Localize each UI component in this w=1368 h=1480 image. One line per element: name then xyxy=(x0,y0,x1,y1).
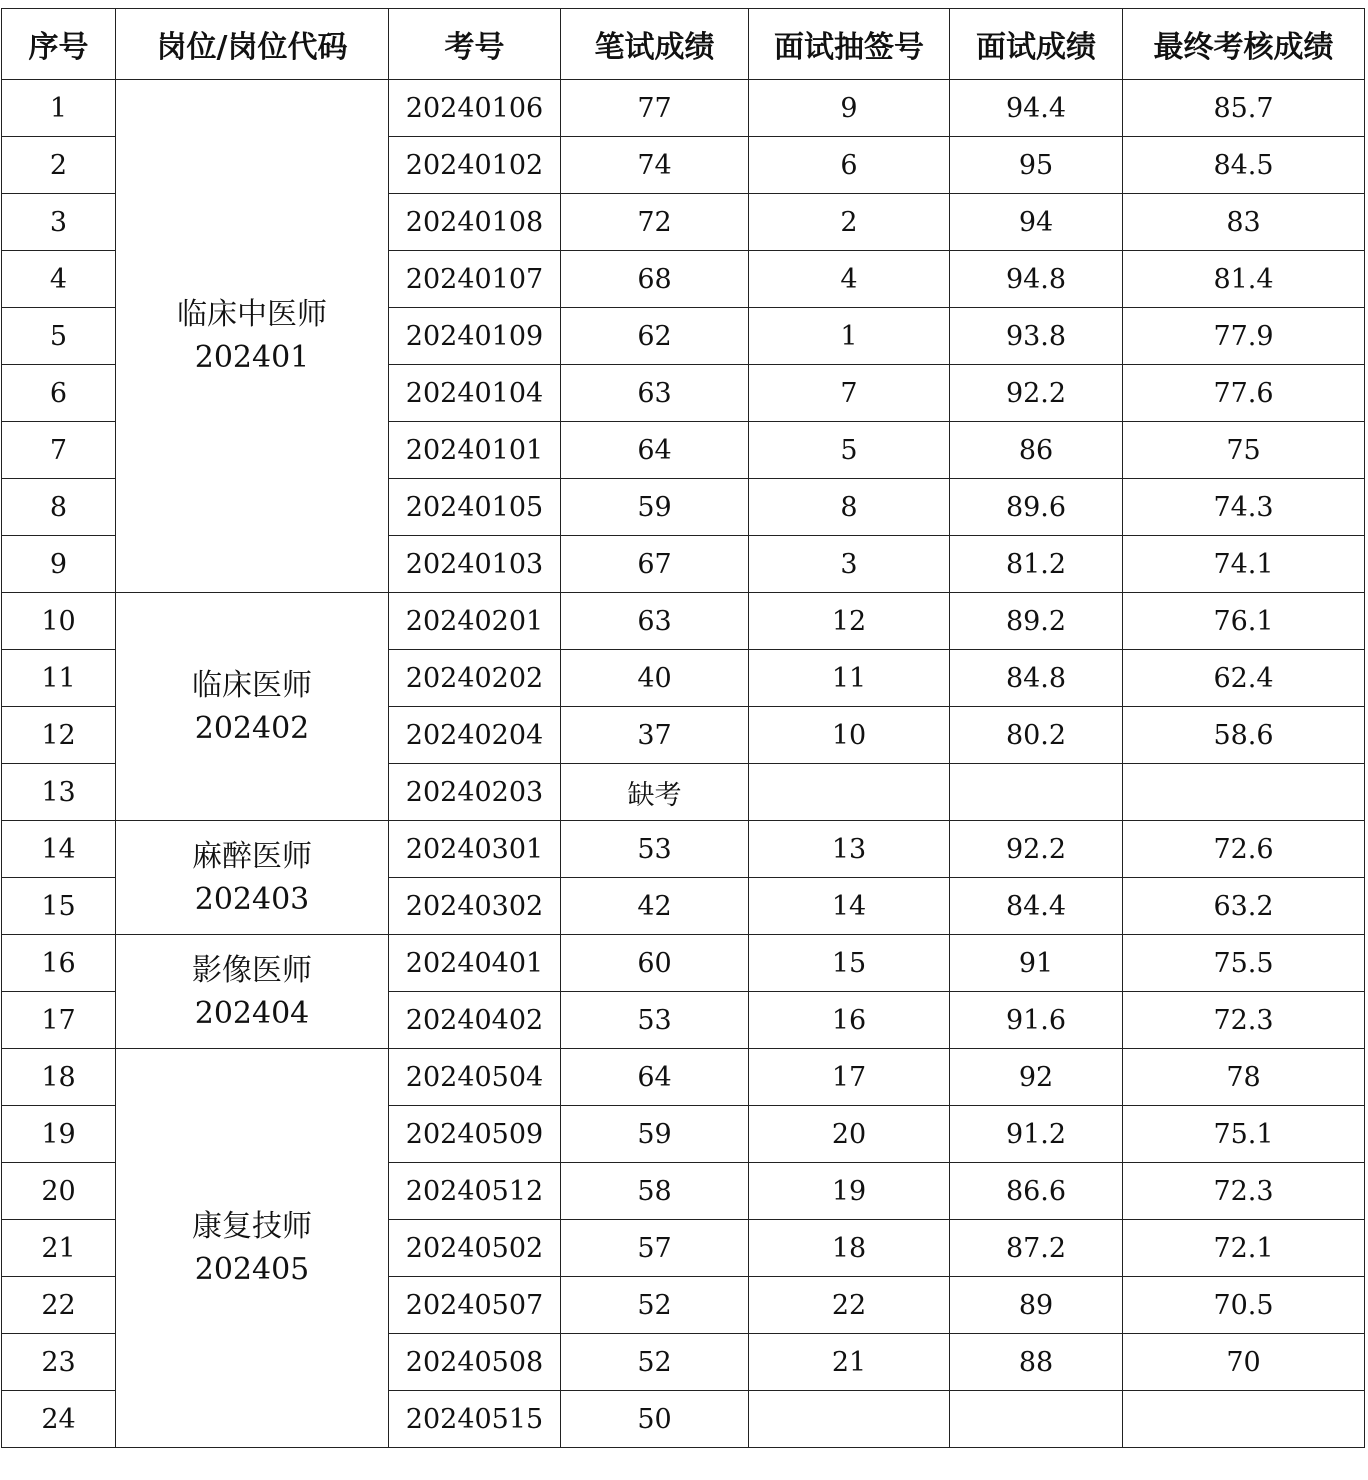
draw-number-cell: 21 xyxy=(749,1334,950,1391)
final-score-cell: 83 xyxy=(1123,194,1365,251)
final-score-cell: 62.4 xyxy=(1123,650,1365,707)
draw-number-cell: 17 xyxy=(749,1049,950,1106)
interview-score-cell: 88 xyxy=(950,1334,1123,1391)
exam-id-cell: 20240105 xyxy=(389,479,561,536)
score-table xyxy=(1,8,1365,1448)
serial-cell: 11 xyxy=(2,650,116,707)
exam-id-cell: 20240101 xyxy=(389,422,561,479)
interview-score-cell: 92.2 xyxy=(950,821,1123,878)
written-score-cell: 67 xyxy=(561,536,749,593)
final-score-cell xyxy=(1123,764,1365,821)
written-score-cell: 64 xyxy=(561,1049,749,1106)
post-cell xyxy=(116,821,389,935)
header-written-score: 笔试成绩 xyxy=(561,9,749,80)
written-score-cell: 62 xyxy=(561,308,749,365)
header-row xyxy=(2,9,1365,80)
final-score-cell: 77.6 xyxy=(1123,365,1365,422)
interview-score-cell: 91 xyxy=(950,935,1123,992)
draw-number-cell: 3 xyxy=(749,536,950,593)
final-score-cell: 63.2 xyxy=(1123,878,1365,935)
serial-cell: 23 xyxy=(2,1334,116,1391)
post-cell xyxy=(116,935,389,1049)
draw-number-cell: 16 xyxy=(749,992,950,1049)
draw-number-cell xyxy=(749,1391,950,1448)
serial-cell: 2 xyxy=(2,137,116,194)
final-score-cell: 70 xyxy=(1123,1334,1365,1391)
written-score-cell: 37 xyxy=(561,707,749,764)
written-score-cell: 53 xyxy=(561,821,749,878)
exam-id-cell: 20240507 xyxy=(389,1277,561,1334)
interview-score-cell: 94 xyxy=(950,194,1123,251)
written-score-cell: 59 xyxy=(561,479,749,536)
header-serial: 序号 xyxy=(2,9,116,80)
interview-score-cell: 95 xyxy=(950,137,1123,194)
final-score-cell: 77.9 xyxy=(1123,308,1365,365)
draw-number-cell: 1 xyxy=(749,308,950,365)
draw-number-cell: 11 xyxy=(749,650,950,707)
serial-cell: 19 xyxy=(2,1106,116,1163)
interview-score-cell: 92.2 xyxy=(950,365,1123,422)
draw-number-cell: 19 xyxy=(749,1163,950,1220)
header-final-score: 最终考核成绩 xyxy=(1123,9,1365,80)
post-cell xyxy=(116,80,389,593)
serial-cell: 7 xyxy=(2,422,116,479)
final-score-cell: 74.3 xyxy=(1123,479,1365,536)
final-score-cell xyxy=(1123,1391,1365,1448)
exam-id-cell: 20240107 xyxy=(389,251,561,308)
exam-id-cell: 20240509 xyxy=(389,1106,561,1163)
draw-number-cell xyxy=(749,764,950,821)
serial-cell: 15 xyxy=(2,878,116,935)
exam-id-cell: 20240302 xyxy=(389,878,561,935)
written-score-cell: 缺考 xyxy=(561,764,749,821)
exam-id-cell: 20240109 xyxy=(389,308,561,365)
final-score-cell: 84.5 xyxy=(1123,137,1365,194)
table-row xyxy=(2,80,1365,137)
interview-score-cell: 91.6 xyxy=(950,992,1123,1049)
exam-id-cell: 20240102 xyxy=(389,137,561,194)
interview-score-cell: 87.2 xyxy=(950,1220,1123,1277)
final-score-cell: 75.5 xyxy=(1123,935,1365,992)
final-score-cell: 74.1 xyxy=(1123,536,1365,593)
interview-score-cell xyxy=(950,764,1123,821)
final-score-cell: 72.3 xyxy=(1123,992,1365,1049)
serial-cell: 20 xyxy=(2,1163,116,1220)
written-score-cell: 53 xyxy=(561,992,749,1049)
interview-score-cell: 93.8 xyxy=(950,308,1123,365)
written-score-cell: 77 xyxy=(561,80,749,137)
draw-number-cell: 15 xyxy=(749,935,950,992)
interview-score-cell: 92 xyxy=(950,1049,1123,1106)
interview-score-cell: 91.2 xyxy=(950,1106,1123,1163)
serial-cell: 1 xyxy=(2,80,116,137)
written-score-cell: 68 xyxy=(561,251,749,308)
serial-cell: 4 xyxy=(2,251,116,308)
serial-cell: 24 xyxy=(2,1391,116,1448)
written-score-cell: 42 xyxy=(561,878,749,935)
written-score-cell: 64 xyxy=(561,422,749,479)
draw-number-cell: 5 xyxy=(749,422,950,479)
table-row xyxy=(2,935,1365,992)
written-score-cell: 52 xyxy=(561,1334,749,1391)
final-score-cell: 72.3 xyxy=(1123,1163,1365,1220)
interview-score-cell: 84.4 xyxy=(950,878,1123,935)
exam-id-cell: 20240502 xyxy=(389,1220,561,1277)
interview-score-cell: 80.2 xyxy=(950,707,1123,764)
post-code: 202401 xyxy=(194,340,310,375)
interview-score-cell: 86.6 xyxy=(950,1163,1123,1220)
written-score-cell: 60 xyxy=(561,935,749,992)
final-score-cell: 76.1 xyxy=(1123,593,1365,650)
serial-cell: 22 xyxy=(2,1277,116,1334)
serial-cell: 21 xyxy=(2,1220,116,1277)
draw-number-cell: 4 xyxy=(749,251,950,308)
header-draw-number: 面试抽签号 xyxy=(749,9,950,80)
serial-cell: 5 xyxy=(2,308,116,365)
final-score-cell: 58.6 xyxy=(1123,707,1365,764)
post-cell xyxy=(116,1049,389,1448)
serial-cell: 17 xyxy=(2,992,116,1049)
draw-number-cell: 14 xyxy=(749,878,950,935)
draw-number-cell: 8 xyxy=(749,479,950,536)
exam-id-cell: 20240202 xyxy=(389,650,561,707)
serial-cell: 10 xyxy=(2,593,116,650)
post-code: 202403 xyxy=(194,881,310,917)
header-post: 岗位/岗位代码 xyxy=(116,9,389,80)
post-cell xyxy=(116,593,389,821)
written-score-cell: 50 xyxy=(561,1391,749,1448)
post-code: 202402 xyxy=(194,710,310,746)
table-row xyxy=(2,593,1365,650)
exam-id-cell: 20240103 xyxy=(389,536,561,593)
final-score-cell: 72.6 xyxy=(1123,821,1365,878)
exam-id-cell: 20240402 xyxy=(389,992,561,1049)
interview-score-cell xyxy=(950,1391,1123,1448)
exam-id-cell: 20240108 xyxy=(389,194,561,251)
written-score-cell: 63 xyxy=(561,593,749,650)
exam-id-cell: 20240106 xyxy=(389,80,561,137)
post-name: 临床医师 xyxy=(192,667,312,703)
serial-cell: 13 xyxy=(2,764,116,821)
header-interview-score: 面试成绩 xyxy=(950,9,1123,80)
interview-score-cell: 81.2 xyxy=(950,536,1123,593)
final-score-cell: 75.1 xyxy=(1123,1106,1365,1163)
interview-score-cell: 89.2 xyxy=(950,593,1123,650)
draw-number-cell: 22 xyxy=(749,1277,950,1334)
written-score-cell: 63 xyxy=(561,365,749,422)
draw-number-cell: 2 xyxy=(749,194,950,251)
table-body xyxy=(2,80,1365,1448)
draw-number-cell: 7 xyxy=(749,365,950,422)
exam-id-cell: 20240201 xyxy=(389,593,561,650)
final-score-cell: 70.5 xyxy=(1123,1277,1365,1334)
header-exam-id: 考号 xyxy=(389,9,561,80)
exam-id-cell: 20240104 xyxy=(389,365,561,422)
final-score-cell: 81.4 xyxy=(1123,251,1365,308)
post-name: 麻醉医师 xyxy=(192,838,312,874)
serial-cell: 8 xyxy=(2,479,116,536)
exam-id-cell: 20240508 xyxy=(389,1334,561,1391)
exam-id-cell: 20240512 xyxy=(389,1163,561,1220)
final-score-cell: 75 xyxy=(1123,422,1365,479)
written-score-cell: 72 xyxy=(561,194,749,251)
written-score-cell: 57 xyxy=(561,1220,749,1277)
post-code: 202404 xyxy=(194,995,310,1031)
table-row xyxy=(2,821,1365,878)
draw-number-cell: 6 xyxy=(749,137,950,194)
post-name: 影像医师 xyxy=(192,952,312,988)
exam-id-cell: 20240504 xyxy=(389,1049,561,1106)
interview-score-cell: 94.8 xyxy=(950,251,1123,308)
interview-score-cell: 94.4 xyxy=(950,80,1123,137)
serial-cell: 18 xyxy=(2,1049,116,1106)
exam-id-cell: 20240204 xyxy=(389,707,561,764)
written-score-cell: 40 xyxy=(561,650,749,707)
exam-id-cell: 20240515 xyxy=(389,1391,561,1448)
written-score-cell: 74 xyxy=(561,137,749,194)
serial-cell: 6 xyxy=(2,365,116,422)
draw-number-cell: 9 xyxy=(749,80,950,137)
serial-cell: 3 xyxy=(2,194,116,251)
final-score-cell: 78 xyxy=(1123,1049,1365,1106)
serial-cell: 16 xyxy=(2,935,116,992)
written-score-cell: 58 xyxy=(561,1163,749,1220)
post-name: 康复技师 xyxy=(192,1209,312,1244)
final-score-cell: 72.1 xyxy=(1123,1220,1365,1277)
interview-score-cell: 86 xyxy=(950,422,1123,479)
post-code: 202405 xyxy=(194,1252,310,1287)
draw-number-cell: 12 xyxy=(749,593,950,650)
serial-cell: 14 xyxy=(2,821,116,878)
exam-id-cell: 20240401 xyxy=(389,935,561,992)
post-name: 临床中医师 xyxy=(177,297,327,332)
draw-number-cell: 18 xyxy=(749,1220,950,1277)
written-score-cell: 59 xyxy=(561,1106,749,1163)
draw-number-cell: 13 xyxy=(749,821,950,878)
interview-score-cell: 89 xyxy=(950,1277,1123,1334)
final-score-cell: 85.7 xyxy=(1123,80,1365,137)
interview-score-cell: 89.6 xyxy=(950,479,1123,536)
draw-number-cell: 10 xyxy=(749,707,950,764)
serial-cell: 9 xyxy=(2,536,116,593)
exam-id-cell: 20240301 xyxy=(389,821,561,878)
interview-score-cell: 84.8 xyxy=(950,650,1123,707)
serial-cell: 12 xyxy=(2,707,116,764)
draw-number-cell: 20 xyxy=(749,1106,950,1163)
exam-id-cell: 20240203 xyxy=(389,764,561,821)
table-row xyxy=(2,1049,1365,1106)
written-score-cell: 52 xyxy=(561,1277,749,1334)
